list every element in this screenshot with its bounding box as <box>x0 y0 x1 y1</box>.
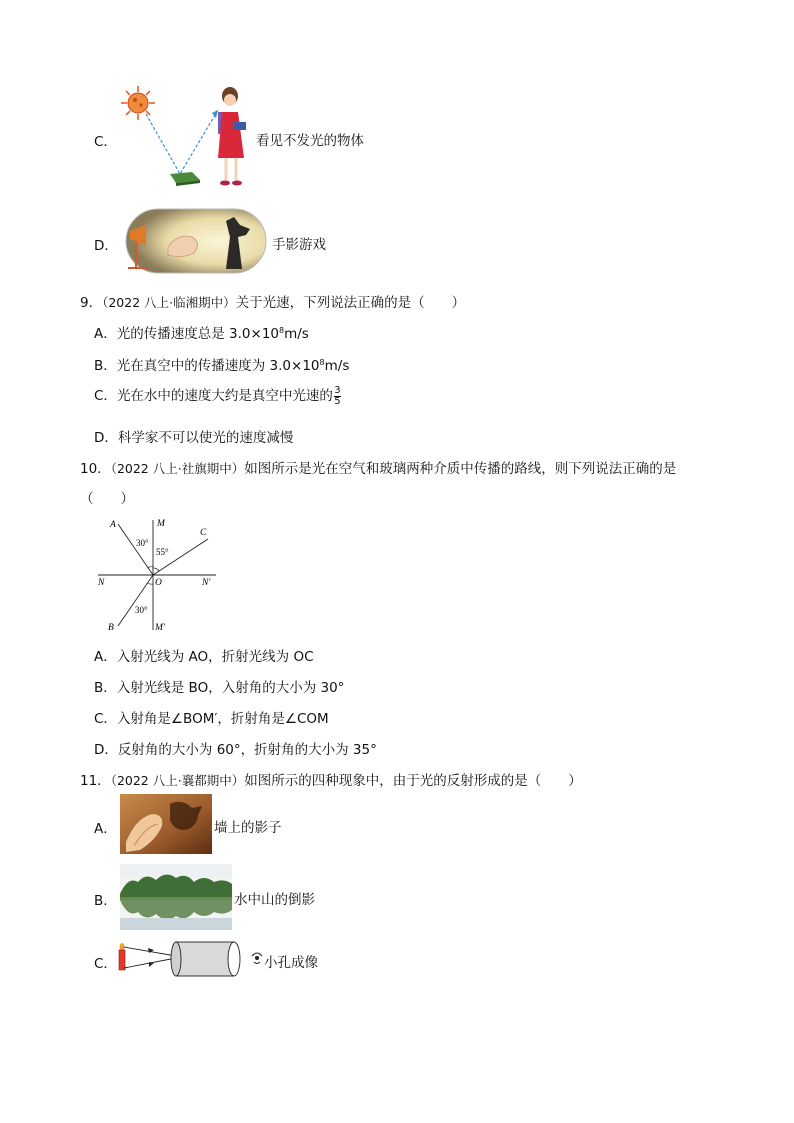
book-icon <box>170 172 200 186</box>
q8-option-d-letter: D． <box>94 238 118 254</box>
label-m: M <box>157 519 165 529</box>
label-o: O <box>155 578 162 588</box>
q11-stem <box>80 769 582 789</box>
ray-ob <box>118 575 153 626</box>
q10-source: （2022 八上·社旗期中） <box>110 461 245 476</box>
light-path <box>146 110 218 174</box>
q10-number: 10． <box>80 461 111 477</box>
mountain-reflection-photo <box>120 864 232 930</box>
q9-text: 关于光速，下列说法正确的是（ ） <box>235 295 466 311</box>
q11-option-b-label: 水中山的倒影 <box>234 892 315 908</box>
refraction-diagram <box>92 514 222 636</box>
q10-text: 如图所示是光在空气和玻璃两种介质中传播的路线，则下列说法正确的是 <box>244 461 677 477</box>
label-n-prime: N′ <box>202 578 211 588</box>
q10-stem-continued: （ ） <box>80 491 134 507</box>
q11-source: （2022 八上·襄都期中） <box>110 773 245 788</box>
ray-oc <box>153 539 208 575</box>
q11-text: 如图所示的四种现象中，由于光的反射形成的是（ ） <box>244 773 582 789</box>
q11-option-c-label: 小孔成像 <box>264 955 318 971</box>
q10-option-a: A．入射光线为 AO，折射光线为 OC <box>94 649 314 665</box>
label-n: N <box>98 578 105 588</box>
sun-icon <box>121 86 155 120</box>
q9-option-a: A．光的传播速度总是 $3.0\times 10^8m/s$ <box>94 326 309 342</box>
fraction: $\frac{3}{5}$ <box>334 384 341 407</box>
q10-option-c: C．入射角是∠BOM′，折射角是∠COM <box>94 711 329 727</box>
label-m-prime: M′ <box>155 623 165 633</box>
q9-option-b: B．光在真空中的传播速度为 $3.0\times 10^8m/s$ <box>94 358 350 374</box>
label-b: B <box>108 623 114 633</box>
hand-shadow-illustration <box>122 207 268 275</box>
q9-number: 9． <box>80 295 103 311</box>
q11-option-b-letter: B． <box>94 893 117 909</box>
label-a: A <box>110 520 116 530</box>
angle-bottom-label: 30° <box>135 605 148 615</box>
q8-option-c-label: 看见不发光的物体 <box>256 133 364 149</box>
q8-option-d-label: 手影游戏 <box>272 237 326 253</box>
reflection-illustration <box>112 82 262 194</box>
girl-icon <box>218 87 246 186</box>
q10-stem <box>80 457 676 477</box>
q9-source: （2022 八上·临湘期中） <box>102 295 236 310</box>
q8-option-c-letter: C． <box>94 134 117 150</box>
q11-number: 11． <box>80 773 111 789</box>
q10-option-d: D．反射角的大小为 60°，折射角的大小为 35° <box>94 742 377 758</box>
q11-option-a-letter: A． <box>94 821 117 837</box>
q9-option-c: C．光在水中的速度大约是真空中光速的 $\frac{3}{5}$ <box>94 384 341 407</box>
eye-icon <box>250 950 264 966</box>
q11-option-a-label: 墙上的影子 <box>214 820 282 836</box>
q10-option-b: B．入射光线是 BO，入射角的大小为 30° <box>94 680 345 696</box>
label-c: C <box>200 528 207 538</box>
q11-option-c-letter: C． <box>94 956 117 972</box>
pinhole-camera-diagram <box>114 938 250 982</box>
wall-shadow-photo <box>120 794 212 854</box>
q9-option-d: D．科学家不可以使光的速度减慢 <box>94 430 294 446</box>
angle-top-label: 30° <box>136 538 149 548</box>
angle-right-label: 55° <box>156 547 169 557</box>
q9-stem <box>80 291 465 311</box>
camera-tube <box>171 942 240 976</box>
